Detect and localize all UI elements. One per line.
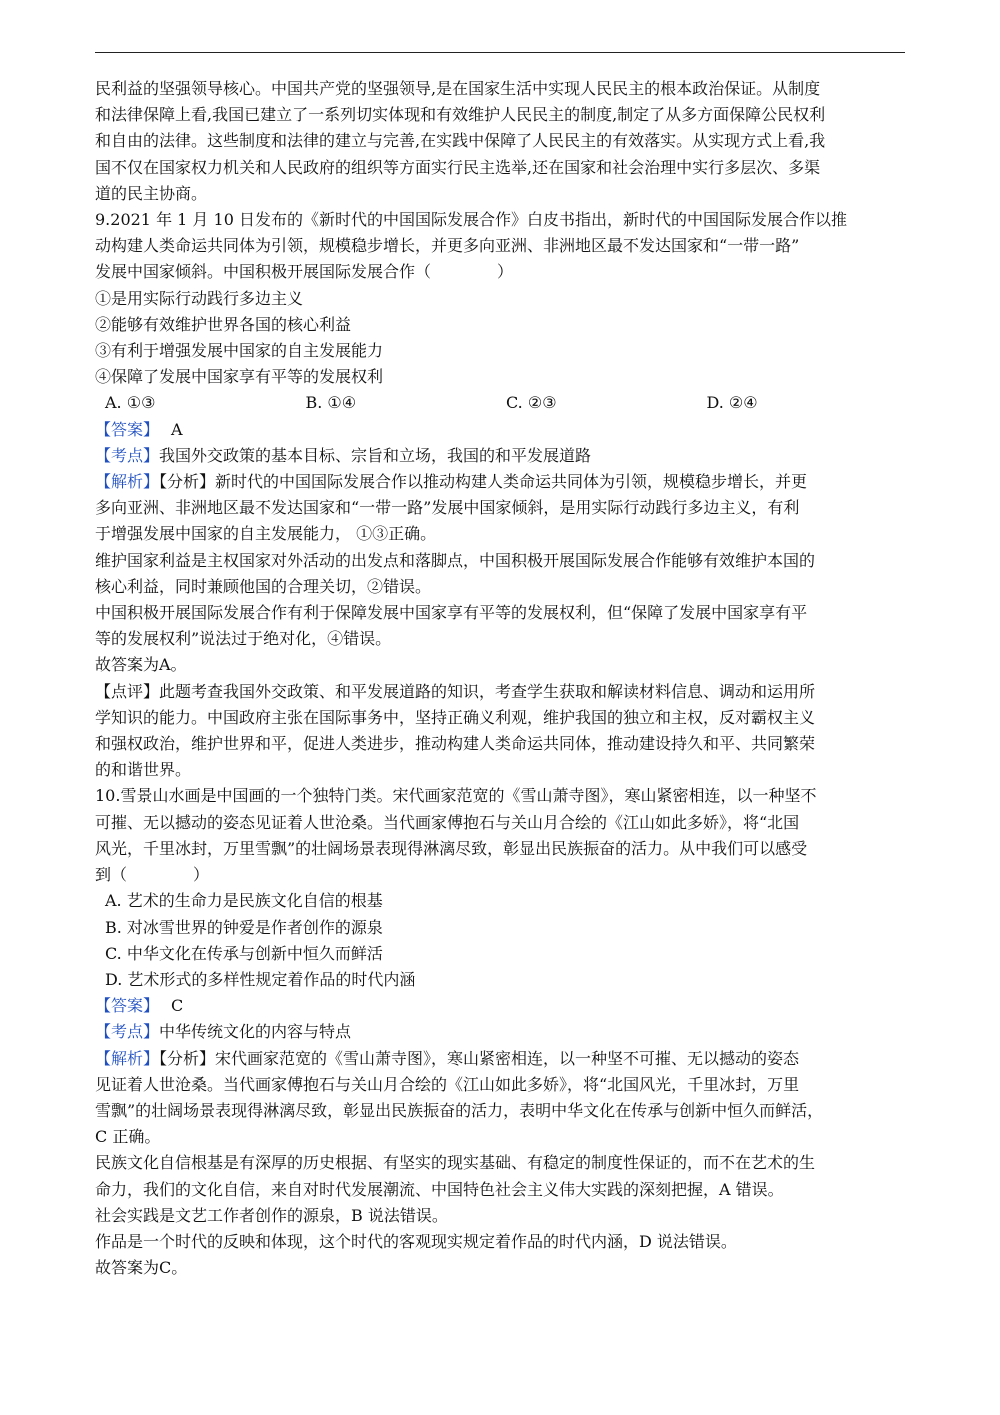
analysis-text: 见证着人世沧桑。当代画家傅抱石与关山月合绘的《江山如此多娇》，将“北国风光，千里冰封，万里 [95,1074,800,1094]
answer-line [95,993,907,1019]
option-c: C. 中华文化在传承与创新中恒久而鲜活 [105,943,383,963]
question-10-stem-last [95,862,907,888]
comment-text: 的和谐世界。 [95,760,192,780]
statement-item: ②能够有效维护世界各国的核心利益 [95,314,352,334]
analysis-text: C 正确。 [95,1127,161,1147]
stem-text: 发展中国家倾斜。中国积极开展国际发展合作（ [95,262,432,282]
question-9-options [95,390,907,416]
comment-text: 和强权政治，维护世界和平，促进人类进步，推动构建人类命运共同体，推动建设持久和平、共同繁荣 [95,734,816,754]
text-line: 民利益的坚强领导核心。中国共产党的坚强领导,是在国家生活中实现人民民主的根本政治保证。从制度 [95,79,821,98]
question-9-stem: 动构建人类命运共同体为引领，规模稳步增长，并更多向亚洲、非洲地区最不发达国家和“一带一路” [95,236,800,256]
analysis-text: 于增强发展中国家的自主发展能力， ①③正确。 [95,524,437,544]
analysis-tag: 【解析】 [95,1048,160,1068]
answer-value: C [171,996,184,1016]
header-rule [95,52,905,53]
stem-text: 到（ [95,865,128,885]
point-text: 我国外交政策的基本目标、宗旨和立场，我国的和平发展道路 [159,445,592,465]
statement-item: ③有利于增强发展中国家的自主发展能力 [95,341,384,361]
text-line: 道的民主协商。 [95,183,208,203]
question-9 [95,207,907,783]
text-line: 和自由的法律。这些制度和法律的建立与完善,在实践中保障了人民民主的有效落实。从实现方式上看,我 [95,131,826,151]
statement-item: ④保障了发展中国家享有平等的发展权利 [95,367,384,387]
question-10 [95,783,907,1281]
analysis-text: 命力，我们的文化自信，来自对时代发展潮流、中国特色社会主义伟大实践的深刻把握，A 错误。 [95,1179,784,1199]
comment-line [95,679,907,705]
analysis-text: 多向亚洲、非洲地区最不发达国家和“一带一路”发展中国家倾斜，是用实际行动践行多边主义，有利 [95,498,800,518]
question-9-stem: 9.2021 年 1 月 10 日发布的《新时代的中国国际发展合作》白皮书指出，新时代的中国国际发展合作以推 [95,210,847,230]
point-line [95,443,907,469]
comment-text: 此题考查我国外交政策、和平发展道路的知识，考查学生获取和解读材料信息、调动和运用所 [159,681,816,701]
analysis-text: 故答案为A。 [95,655,187,675]
analysis-text: 核心利益，同时兼顾他国的合理关切，②错误。 [95,576,432,596]
stem-close: ） [193,865,210,885]
text-line: 国不仅在国家权力机关和人民政府的组织等方面实行民主选举,还在国家和社会治理中实行多层次、多渠 [95,157,821,177]
question-10-stem: 可摧、无以撼动的姿态见证着人世沧桑。当代画家傅抱石与关山月合绘的《江山如此多娇》，将“北国 [95,812,800,832]
option-a: A. 艺术的生命力是民族文化自信的根基 [105,891,383,911]
option-b: B. 对冰雪世界的钟爱是作者创作的源泉 [105,917,383,937]
point-line [95,1019,907,1045]
option-a: A. ①③ [105,393,156,413]
option-d: D. ②④ [706,393,758,413]
statement-item: ①是用实际行动践行多边主义 [95,288,304,308]
question-10-stem: 风光，千里冰封，万里雪飘”的壮阔场景表现得淋漓尽致，彰显出民族振奋的活力。从中我们可以感受 [95,838,808,858]
analysis-text: 等的发展权利”说法过于绝对化，④错误。 [95,629,392,649]
analysis-text: 作品是一个时代的反映和体现，这个时代的客观现实规定着作品的时代内涵，D 说法错误。 [95,1231,737,1251]
intro-paragraph [95,76,907,207]
answer-value: A [171,419,183,439]
answer-line [95,417,907,443]
analysis-text: 故答案为C。 [95,1258,188,1278]
analysis-text: 【分析】宋代画家范宽的《雪山萧寺图》，寒山紧密相连，以一种坚不可摧、无以撼动的姿态 [159,1048,800,1068]
option-b: B. ①④ [305,393,357,413]
point-text: 中华传统文化的内容与特点 [159,1022,352,1042]
option-d: D. 艺术形式的多样性规定着作品的时代内涵 [105,969,416,989]
option-c: C. ②③ [506,393,557,413]
analysis-line [95,469,907,495]
answer-tag: 【答案】 [95,419,160,439]
analysis-tag: 【解析】 [95,472,160,492]
comment-tag: 【点评】 [95,681,160,701]
point-tag: 【考点】 [95,1022,160,1042]
question-9-stem-last [95,259,907,285]
page-content [95,76,907,1281]
comment-text: 学知识的能力。中国政府主张在国际事务中，坚持正确义利观，维护我国的独立和主权，反对霸权主义 [95,707,816,727]
analysis-text: 【分析】新时代的中国国际发展合作以推动构建人类命运共同体为引领，规模稳步增长，并更 [159,472,808,492]
analysis-text: 雪飘”的壮阔场景表现得淋漓尽致，彰显出民族振奋的活力，表明中华文化在传承与创新中恒久而鲜活， [95,1100,824,1120]
answer-tag: 【答案】 [95,996,160,1016]
point-tag: 【考点】 [95,445,160,465]
text-line: 和法律保障上看,我国已建立了一系列切实体现和有效维护人民民主的制度,制定了从多方面保障公民权利 [95,105,826,125]
analysis-text: 维护国家利益是主权国家对外活动的出发点和落脚点，中国积极开展国际发展合作能够有效维护本国的 [95,550,816,570]
analysis-text: 中国积极开展国际发展合作有利于保障发展中国家享有平等的发展权利，但“保障了发展中国家享有平 [95,603,808,623]
stem-close: ） [497,262,514,282]
question-10-stem: 10.雪景山水画是中国画的一个独特门类。宋代画家范宽的《雪山萧寺图》，寒山紧密相连，以一种坚不 [95,786,817,806]
analysis-text: 民族文化自信根基是有深厚的历史根据、有坚实的现实基础、有稳定的制度性保证的，而不在艺术的生 [95,1153,816,1173]
analysis-text: 社会实践是文艺工作者创作的源泉，B 说法错误。 [95,1205,448,1225]
analysis-line [95,1046,907,1072]
